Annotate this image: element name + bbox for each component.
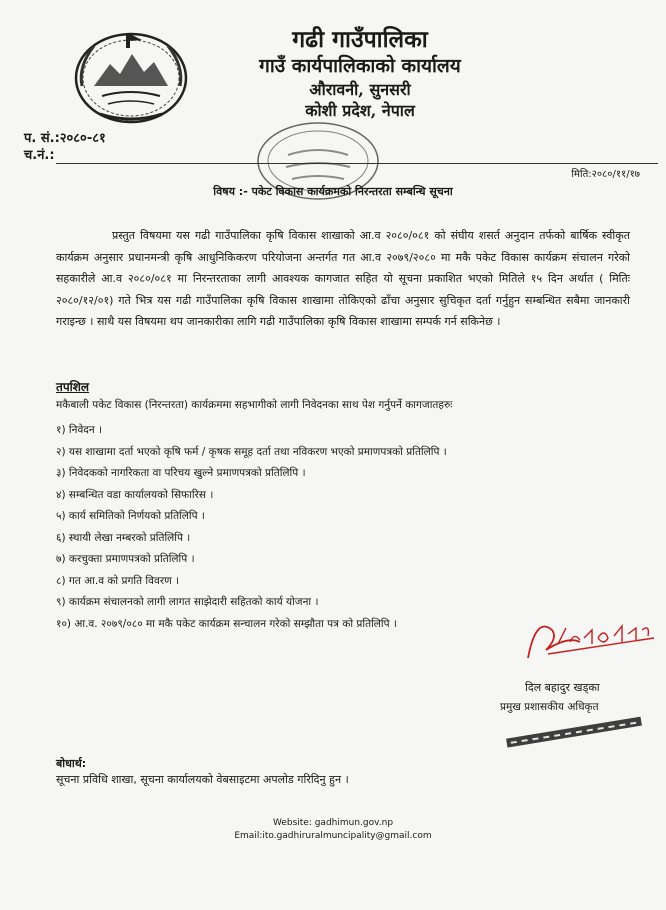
letter-date: मिति:२०८०/११/१७ — [571, 169, 640, 180]
section-title: तपशिल — [56, 380, 90, 394]
bodhartha-text: सूचना प्रविधि शाखा, सूचना कार्यालयको वेबसाइटमा अपलोड गरिदिनु हुन । — [56, 773, 349, 786]
list-item: ३) निवेदकको नागरिकता वा परिचय खुल्ने प्रमाणपत्रको प्रतिलिपि । — [56, 467, 306, 479]
province-country: कोशी प्रदेश, नेपाल — [305, 101, 415, 120]
letter-subject: विषय :- पकेट विकास कार्यक्रमको निरन्तरता सम्बन्धि सूचना — [213, 185, 453, 198]
list-item: ४) सम्बन्धित वडा कार्यालयको सिफारिस । — [56, 488, 214, 501]
handwritten-signature — [518, 608, 658, 670]
signer-title: प्रमुख प्रशासकीय अधिकृत — [500, 701, 599, 713]
list-item: ७) करचुक्ता प्रमाणपत्रको प्रतिलिपि । — [56, 553, 195, 565]
office-name: गाउँ कार्यपालिकाको कार्यालय — [259, 55, 461, 77]
required-documents-list — [56, 420, 447, 635]
list-item: ६) स्थायी लेखा नम्बरको प्रतिलिपि । — [56, 531, 191, 544]
email-text: Email:ito.gadhiruralmuncipality@gmail.com — [234, 831, 432, 841]
officer-seal — [500, 712, 650, 752]
list-item: १०) आ.व. २०७९/०८० मा मकै पकेट कार्यक्रम सन्चालन गरेको सम्झौता पत्र को प्रतिलिपि । — [56, 617, 397, 630]
list-item: ९) कार्यक्रम संचालनको लागी लागत साझेदारी सहितको कार्य योजना । — [56, 596, 319, 608]
list-item: ८) गत आ.व को प्रगति विवरण । — [56, 574, 180, 587]
letter-cha-number: च.नं.: — [24, 148, 55, 163]
office-address: औरावनी, सुनसरी — [309, 80, 411, 99]
documents-intro: मकैबाली पकेट विकास (निरन्तरता) कार्यक्रममा सहभागीको लागी निवेदनका साथ पेश गर्नुपर्ने कागजातहरुः — [56, 399, 453, 411]
signer-name: दिल बहादुर खड्का — [525, 681, 600, 694]
letter-ps-number: प. सं.:२०८०-८१ — [24, 131, 106, 146]
list-item: २) यस शाखामा दर्ता भएको कृषि फर्म / कृषक समूह दर्ता तथा नविकरण भएको प्रमाणपत्रको प्रतिलिपि । — [56, 445, 447, 458]
municipality-name: गढी गाउँपालिका — [292, 26, 428, 53]
notice-body: प्रस्तुत विषयमा यस गढी गाउँपालिका कृषि विकास शाखाको आ.व २०८०/०८१ को संघीय शसर्त अनुदान तर्फको बार्षिक स्वीकृत कार्यक्रम अनुसार प्रधानमन्त्री कृषि आधुनिकिकरण परियोजना अन्तर्गत गत आ.व २०७९/२०८० मा मकै पकेट विकास कार्यक्रम संचालन गरेको सहकारीले आ.व २०८०/०८१ मा निरन्तरताका लागी आवश्यक कागजात सहित यो सूचना प्रकाशित भएको मितिले १५ दिन अर्थात ( मितिः २०८०/१२/०१) गते भित्र यस गढी गाउँपालिका कृषि विकास शाखामा तोकिएको ढाँचा अनुसार सुचिकृत दर्ता गर्नुहुन सम्बन्धित सबैमा जानकारी गराइन्छ । साथै यस विषयमा थप जानकारीका लागि गढी गाउँपालिका कृषि विकास शाखामा सम्पर्क गर्न सकिनेछ । — [56, 229, 630, 328]
list-item: १) निवेदन । — [56, 424, 102, 436]
website-text: Website: gadhimun.gov.np — [272, 818, 394, 828]
bodhartha-label: बोधार्थ: — [56, 757, 87, 770]
list-item: ५) कार्य समितिको निर्णयको प्रतिलिपि । — [56, 510, 205, 522]
